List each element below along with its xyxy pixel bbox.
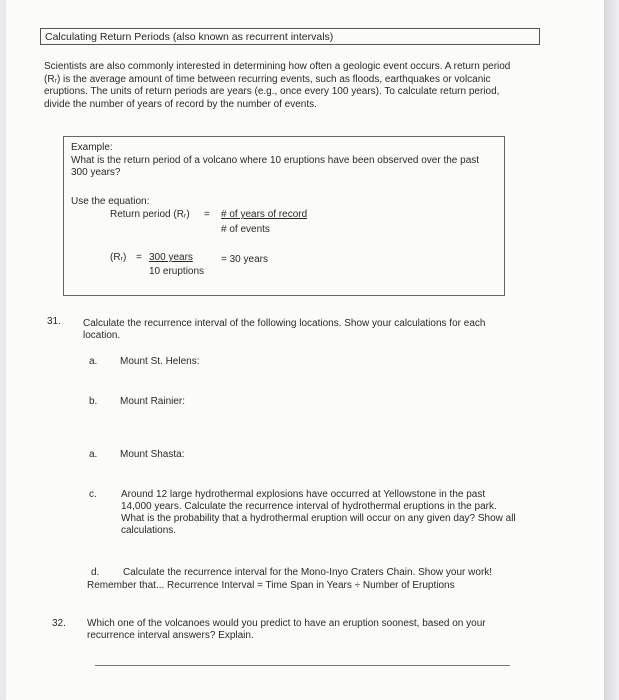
q31-item-letter: c. [89,489,97,500]
q31-item-mount-shasta: Mount Shasta: [120,449,185,460]
q31-item-letter: b. [89,396,98,407]
q31-item-yellowstone: Around 12 large hydrothermal explosions have occurred at Yellowstone in the past 14,000 years. Calculate the recurrence interval of hydrothermal eruptions in the park. What is the probability that a hydrothermal eruption will occur on any given day? Show all calculations. [121,489,516,536]
q31-item-mount-st-helens: Mount St. Helens: [120,356,200,367]
q31-item-mount-rainier: Mount Rainier: [120,396,186,407]
worksheet-page [6,0,604,700]
page-edge [604,0,619,700]
calc-result: = 30 years [221,254,268,265]
q31-d-text: Calculate the recurrence interval for the Mono-Inyo Craters Chain. Show your work! [123,567,493,578]
example-question: What is the return period of a volcano where 10 eruptions have been observed over the past 300 years? [71,155,480,178]
equation-equals: = [204,209,210,220]
q31-d-letter: d. [91,567,100,578]
calc-denominator: 10 eruptions [149,266,205,277]
intro-paragraph: Scientists are also commonly interested in determining how often a geologic event occurs. A return period (Rᵣ) is the average amount of time between recurring events, such as floods, earthquakes or volcanic eruptions. The units of return periods are years (e.g., once every 100 years). To calculate return period, divide the number of years of record by the number of events. [44,61,511,110]
calc-numerator: 300 years [149,252,193,263]
q31-item-letter: a. [89,449,98,460]
equation-denominator: # of events [221,224,270,235]
question-32-prompt: Which one of the volcanoes would you predict to have an eruption soonest, based on your recurrence interval answers? Explain. [87,618,486,641]
question-31-prompt: Calculate the recurrence interval of the following locations. Show your calculations for each location. [83,318,486,341]
question-31-number: 31. [47,316,61,327]
example-box [63,136,505,296]
example-heading: Example: [71,142,113,153]
q31-item-letter: a. [89,356,98,367]
section-title: Calculating Return Periods (also known as recurrent intervals) [40,28,540,45]
question-32-number: 32. [52,618,66,629]
calc-label: (Rᵣ) [110,252,127,263]
calc-equals: = [136,252,142,263]
answer-line [95,665,510,666]
q31-d-reminder: Remember that... Recurrence Interval = Time Span in Years ÷ Number of Eruptions [87,580,455,591]
equation-label: Return period (Rᵣ) [110,209,190,220]
equation-numerator: # of years of record [221,209,308,220]
use-equation-label: Use the equation: [71,196,150,207]
